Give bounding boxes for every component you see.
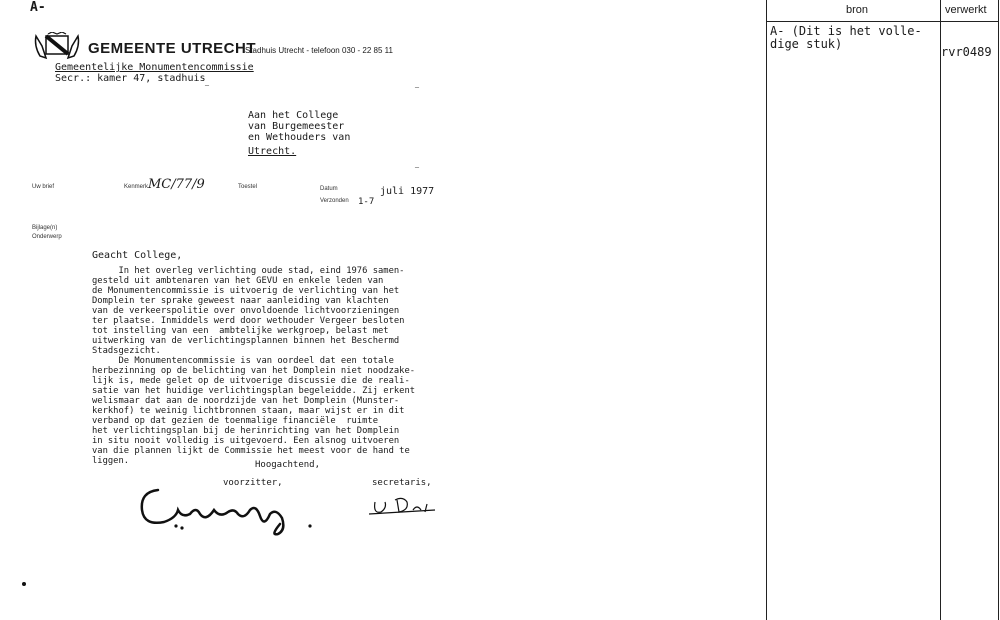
panel-right-border xyxy=(998,0,999,620)
bijlage-label: Bijlage(n) xyxy=(32,225,58,231)
panel-left-border xyxy=(766,0,767,620)
org-contact: Stadhuis Utrecht - telefoon 030 - 22 85 11 xyxy=(245,46,393,55)
salutation: Geacht College, xyxy=(92,250,183,261)
addressee-line: van Burgemeester xyxy=(248,121,345,132)
margin-dot xyxy=(22,582,26,586)
uw-brief-label: Uw brief xyxy=(32,184,55,190)
addressee-line: en Wethouders van xyxy=(248,132,351,143)
dash-mark: – xyxy=(205,80,209,89)
addressee-line: Aan het College xyxy=(248,110,339,121)
verzonden-value: 1-7 xyxy=(358,197,375,207)
onderwerp-label: Onderwerp xyxy=(32,234,62,240)
kenmerk-label: Kenmerk xyxy=(124,184,149,190)
addressee-city: Utrecht. xyxy=(248,146,297,157)
kenmerk-value: MC/77/9 xyxy=(148,177,205,192)
chairman-signature xyxy=(130,470,330,540)
panel-column-divider xyxy=(940,0,941,620)
role-chairman: voorzitter, xyxy=(223,478,283,488)
committee-name: Gemeentelijke Monumentencommissie xyxy=(55,62,254,73)
committee-block xyxy=(55,62,254,84)
panel-header-divider xyxy=(766,21,999,22)
addressee-block xyxy=(248,110,350,143)
verzonden-label: Verzonden xyxy=(320,198,349,204)
toestel-label: Toestel xyxy=(238,184,258,190)
bron-entry: A- (Dit is het volle- dige stuk) xyxy=(770,24,922,51)
dash-mark: – xyxy=(415,162,419,171)
verwerkt-entry: rvr0489 xyxy=(941,45,992,59)
datum-label: Datum xyxy=(320,186,338,192)
datum-value: juli 1977 xyxy=(380,186,435,197)
city-crest-logo xyxy=(32,32,82,60)
dash-mark: – xyxy=(415,82,419,91)
secretary-signature xyxy=(365,492,445,522)
column-header-verwerkt: verwerkt xyxy=(945,4,987,16)
page-mark: A- xyxy=(30,0,46,15)
committee-address: Secr.: kamer 47, stadhuis xyxy=(55,73,206,84)
org-name: GEMEENTE UTRECHT xyxy=(88,40,257,57)
closing: Hoogachtend, xyxy=(255,460,321,470)
role-secretary: secretaris, xyxy=(372,478,432,488)
letter-body: In het overleg verlichting oude stad, eind 1976 samen- gesteld uit ambtenaren van het GEVU en enkele leden van de Monumentencommissie is uitvoerig de verlichting van het Domplein ter sprake geweest naar aanleiding van klachten van de verkeerspolitie over onvoldoende lichtvoorzieningen ter plaatse. Inmiddels werd door wethouder Vergeer besloten tot instelling van een ambtelijke werkgroep, belast met uitwerking van de verlichtingsplannen binnen het Beschermd Stadsgezicht. De Monumentencommissie is van oordeel dat een totale herbezinning op de belichting van het Domplein niet noodzake- lijk is, mede gelet op de uitvoerige discussie die de reali- satie van het huidige verlichtingsplan begeleidde. Zij erkent welismaar dat aan de noordzijde van het Domplein (Munster- kerkhof) te weinig lichtbronnen staan, maar wijst er in dit verband op dat gezien de toenmalige financiële ruimte het verlichtingsplan bij de herinrichting van het Domplein in situ nooit volledig is uitgevoerd. Een alsnog uitvoeren van die plannen lijkt de Commissie het meest voor de hand te liggen. xyxy=(92,266,416,466)
column-header-bron: bron xyxy=(846,4,869,16)
